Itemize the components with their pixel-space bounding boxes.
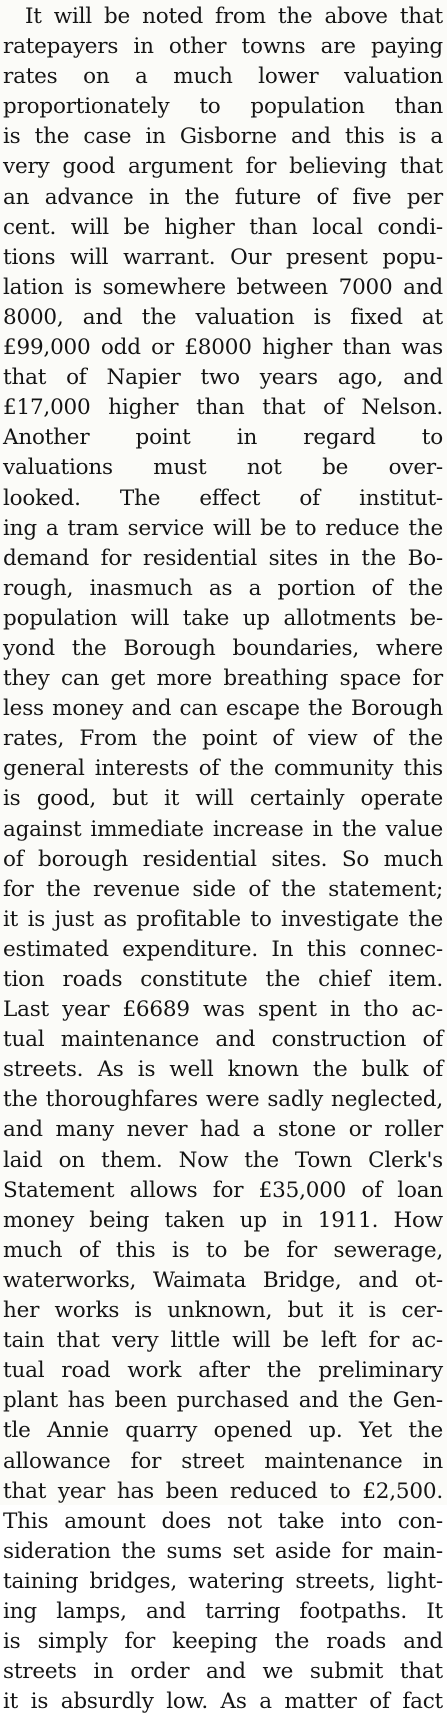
article-line: tual maintenance and construction of xyxy=(3,1027,443,1053)
article-line: It will be noted from the above that xyxy=(25,4,443,29)
article-line: tle Annie quarry opened up. Yet the xyxy=(3,1418,443,1444)
article-line: waterworks, Waimata Bridge, and ot- xyxy=(3,1267,443,1293)
article-line: looked. The effect of institut- xyxy=(3,485,443,511)
article-line: sideration the sums set aside for main- xyxy=(3,1538,443,1564)
article-line: and many never had a stone or roller xyxy=(3,1117,443,1143)
article-line: is the case in Gisborne and this is a xyxy=(3,124,443,150)
article-line: lation is somewhere between 7000 and xyxy=(3,274,443,300)
article-line: cent. will be higher than local condi- xyxy=(3,214,443,240)
article-line: ing a tram service will be to reduce the xyxy=(3,515,443,541)
article-line: much of this is to be for sewerage, xyxy=(3,1237,443,1263)
article-line: tain that very little will be left for ac- xyxy=(3,1328,443,1354)
article-line: that year has been reduced to £2,500. xyxy=(3,1478,443,1504)
article-line: 8000, and the valuation is fixed at xyxy=(3,304,443,330)
article-line: estimated expenditure. In this connec- xyxy=(3,936,443,962)
article-line: less money and can escape the Borough xyxy=(3,696,443,722)
article-line: Statement allows for £35,000 of loan xyxy=(3,1177,443,1203)
article-line: very good argument for believing that xyxy=(3,154,443,180)
article-line: streets in order and we submit that xyxy=(3,1659,443,1685)
article-line: yond the Borough boundaries, where xyxy=(3,635,443,661)
article-line: allowance for street maintenance in xyxy=(3,1448,443,1474)
article-line: tion roads constitute the chief item. xyxy=(3,967,443,992)
article-line: is good, but it will certainly operate xyxy=(3,786,443,812)
article-line: This amount does not take into con- xyxy=(3,1508,443,1534)
article-line: rates on a much lower valuation xyxy=(3,64,443,90)
article-line: it is absurdly low. As a matter of fact xyxy=(3,1689,443,1715)
article-line: general interests of the community this xyxy=(3,756,443,782)
article-line: £17,000 higher than that of Nelson. xyxy=(3,395,443,421)
article-line: streets. As is well known the bulk of xyxy=(3,1057,443,1083)
article-line: an advance in the future of five per xyxy=(3,184,443,210)
article-column xyxy=(3,2,443,1717)
article-line: that of Napier two years ago, and xyxy=(3,365,443,391)
article-line: for the revenue side of the statement; xyxy=(3,876,443,902)
article-line: valuations must not be over- xyxy=(3,455,443,481)
article-line: ing lamps, and tarring footpaths. It xyxy=(3,1598,443,1624)
article-line: it is just as profitable to investigate the xyxy=(3,906,443,932)
article-line: tions will warrant. Our present popu- xyxy=(3,244,443,270)
article-line: taining bridges, watering streets, light- xyxy=(3,1568,443,1594)
article-line: against immediate increase in the value xyxy=(3,816,443,842)
article-line: Last year £6689 was spent in tho ac- xyxy=(3,997,443,1023)
article-line: her works is unknown, but it is cer- xyxy=(3,1298,443,1324)
article-line: plant has been purchased and the Gen- xyxy=(3,1388,443,1414)
article-line: proportionately to population than xyxy=(3,94,443,120)
article-line: they can get more breathing space for xyxy=(3,666,443,692)
article-line: demand for residential sites in the Bo- xyxy=(3,545,443,571)
article-line: of borough residential sites. So much xyxy=(3,846,443,872)
article-line: laid on them. Now the Town Clerk's xyxy=(3,1147,443,1173)
article-line: is simply for keeping the roads and xyxy=(3,1629,443,1655)
article-line: the thoroughfares were sadly neglected, xyxy=(3,1087,443,1113)
article-line: money being taken up in 1911. How xyxy=(3,1207,443,1233)
article-line: tual road work after the preliminary xyxy=(3,1358,443,1384)
article-line: rough, inasmuch as a portion of the xyxy=(3,575,443,601)
article-line: ratepayers in other towns are paying xyxy=(3,34,443,60)
article-line: Another point in regard to xyxy=(3,425,443,451)
article-line: rates, From the point of view of the xyxy=(3,726,443,752)
article-line: population will take up allotments be- xyxy=(3,605,443,631)
article-line: £99,000 odd or £8000 higher than was xyxy=(3,335,443,361)
